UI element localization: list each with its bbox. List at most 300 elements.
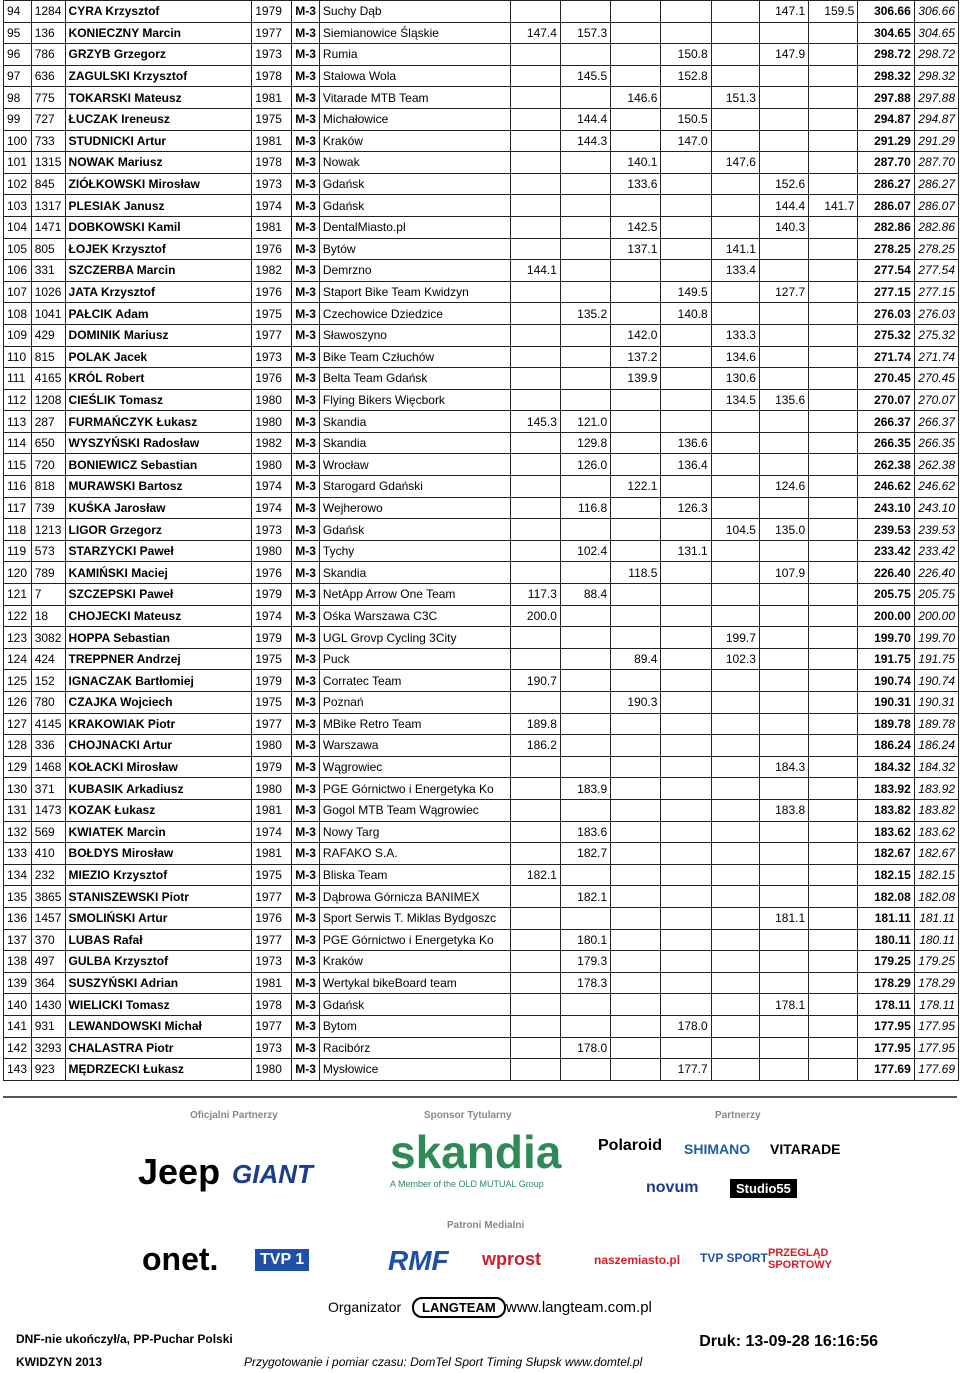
- points-italic-cell: 205.75: [914, 584, 958, 606]
- position-cell: 129: [4, 756, 32, 778]
- tvp1-logo: TVP 1: [255, 1249, 309, 1271]
- position-cell: 106: [4, 260, 32, 282]
- stage-5-cell: [711, 605, 759, 627]
- stage-2-cell: [560, 756, 610, 778]
- stage-3-cell: [611, 1, 661, 23]
- stage-1-cell: [510, 173, 560, 195]
- category-cell: M-3: [292, 584, 320, 606]
- team-cell: PGE Górnictwo i Energetyka Ko: [319, 929, 510, 951]
- stage-5-cell: [711, 1059, 759, 1081]
- points-total-cell: 271.74: [858, 346, 914, 368]
- table-row: [4, 476, 959, 498]
- points-italic-cell: 304.65: [914, 22, 958, 44]
- rider-name-cell: NOWAK Mariusz: [65, 152, 252, 174]
- points-italic-cell: 183.82: [914, 799, 958, 821]
- stage-3-cell: [611, 389, 661, 411]
- stage-2-cell: [560, 195, 610, 217]
- stage-4-cell: [661, 1037, 711, 1059]
- stage-6-cell: 124.6: [759, 476, 808, 498]
- table-row: [4, 799, 959, 821]
- stage-1-cell: [510, 346, 560, 368]
- team-cell: Bytom: [319, 1015, 510, 1037]
- stage-1-cell: 200.0: [510, 605, 560, 627]
- stage-2-cell: [560, 476, 610, 498]
- team-cell: Kraków: [319, 130, 510, 152]
- team-cell: Michałowice: [319, 108, 510, 130]
- points-italic-cell: 270.07: [914, 389, 958, 411]
- stage-5-cell: [711, 713, 759, 735]
- rider-name-cell: WYSZYŃSKI Radosław: [65, 432, 252, 454]
- birth-year-cell: 1975: [252, 864, 292, 886]
- bib-cell: 371: [31, 778, 65, 800]
- category-cell: M-3: [292, 994, 320, 1016]
- team-cell: Corratec Team: [319, 670, 510, 692]
- stage-3-cell: [611, 540, 661, 562]
- stage-4-cell: [661, 1, 711, 23]
- stage-6-cell: [759, 260, 808, 282]
- stage-1-cell: 190.7: [510, 670, 560, 692]
- team-cell: Kraków: [319, 951, 510, 973]
- stage-1-cell: [510, 540, 560, 562]
- team-cell: Demrzno: [319, 260, 510, 282]
- stage-5-cell: [711, 692, 759, 714]
- stage-4-cell: 178.0: [661, 1015, 711, 1037]
- birth-year-cell: 1974: [252, 605, 292, 627]
- bib-cell: 650: [31, 432, 65, 454]
- table-row: [4, 346, 959, 368]
- stage-4-cell: [661, 972, 711, 994]
- stage-1-cell: 182.1: [510, 864, 560, 886]
- stage-5-cell: [711, 951, 759, 973]
- stage-5-cell: [711, 886, 759, 908]
- stage-4-cell: 136.6: [661, 432, 711, 454]
- stage-4-cell: [661, 799, 711, 821]
- stage-3-cell: [611, 303, 661, 325]
- points-italic-cell: 266.37: [914, 411, 958, 433]
- stage-3-cell: [611, 22, 661, 44]
- stage-4-cell: [661, 22, 711, 44]
- team-cell: Siemianowice Śląskie: [319, 22, 510, 44]
- bib-cell: 3082: [31, 627, 65, 649]
- table-row: [4, 584, 959, 606]
- points-total-cell: 298.72: [858, 44, 914, 66]
- points-italic-cell: 277.15: [914, 281, 958, 303]
- table-row: [4, 44, 959, 66]
- position-cell: 98: [4, 87, 32, 109]
- stage-7-cell: [809, 929, 858, 951]
- stage-5-cell: [711, 195, 759, 217]
- position-cell: 128: [4, 735, 32, 757]
- stage-6-cell: [759, 411, 808, 433]
- birth-year-cell: 1978: [252, 152, 292, 174]
- points-total-cell: 183.82: [858, 799, 914, 821]
- stage-1-cell: [510, 627, 560, 649]
- stage-7-cell: [809, 346, 858, 368]
- position-cell: 124: [4, 648, 32, 670]
- category-cell: M-3: [292, 929, 320, 951]
- stage-2-cell: 121.0: [560, 411, 610, 433]
- rider-name-cell: CZAJKA Wojciech: [65, 692, 252, 714]
- stage-5-cell: [711, 821, 759, 843]
- stage-2-cell: [560, 281, 610, 303]
- points-total-cell: 178.11: [858, 994, 914, 1016]
- points-total-cell: 262.38: [858, 454, 914, 476]
- stage-7-cell: [809, 368, 858, 390]
- rider-name-cell: SUSZYŃSKI Adrian: [65, 972, 252, 994]
- stage-6-cell: [759, 951, 808, 973]
- rider-name-cell: MĘDRZECKI Łukasz: [65, 1059, 252, 1081]
- points-italic-cell: 266.35: [914, 432, 958, 454]
- birth-year-cell: 1973: [252, 951, 292, 973]
- category-cell: M-3: [292, 130, 320, 152]
- rider-name-cell: IGNACZAK Bartłomiej: [65, 670, 252, 692]
- stage-2-cell: [560, 173, 610, 195]
- organizer-url: www.langteam.com.pl: [506, 1299, 652, 1316]
- stage-6-cell: [759, 627, 808, 649]
- stage-4-cell: [661, 648, 711, 670]
- rider-name-cell: BOŁDYS Mirosław: [65, 843, 252, 865]
- points-italic-cell: 297.88: [914, 87, 958, 109]
- media-patrons-title: Patroni Medialni: [447, 1220, 525, 1231]
- bib-cell: 805: [31, 238, 65, 260]
- stage-6-cell: [759, 22, 808, 44]
- stage-5-cell: [711, 735, 759, 757]
- rider-name-cell: MIEZIO Krzysztof: [65, 864, 252, 886]
- birth-year-cell: 1980: [252, 1059, 292, 1081]
- table-row: [4, 303, 959, 325]
- table-row: [4, 864, 959, 886]
- table-row: [4, 216, 959, 238]
- stage-6-cell: 127.7: [759, 281, 808, 303]
- team-cell: DentalMiasto.pl: [319, 216, 510, 238]
- stage-2-cell: [560, 670, 610, 692]
- points-total-cell: 286.07: [858, 195, 914, 217]
- bib-cell: 775: [31, 87, 65, 109]
- bib-cell: 1315: [31, 152, 65, 174]
- stage-2-cell: [560, 238, 610, 260]
- stage-1-cell: [510, 994, 560, 1016]
- stage-4-cell: [661, 735, 711, 757]
- stage-3-cell: 146.6: [611, 87, 661, 109]
- category-cell: M-3: [292, 22, 320, 44]
- stage-3-cell: 190.3: [611, 692, 661, 714]
- position-cell: 138: [4, 951, 32, 973]
- stage-3-cell: 122.1: [611, 476, 661, 498]
- bib-cell: 786: [31, 44, 65, 66]
- table-row: [4, 324, 959, 346]
- rider-name-cell: ZAGULSKI Krzysztof: [65, 65, 252, 87]
- stage-3-cell: [611, 670, 661, 692]
- rider-name-cell: KRÓL Robert: [65, 368, 252, 390]
- birth-year-cell: 1977: [252, 886, 292, 908]
- stage-1-cell: [510, 843, 560, 865]
- bib-cell: 424: [31, 648, 65, 670]
- team-cell: Warszawa: [319, 735, 510, 757]
- stage-2-cell: [560, 260, 610, 282]
- points-total-cell: 184.32: [858, 756, 914, 778]
- stage-6-cell: [759, 540, 808, 562]
- points-italic-cell: 286.27: [914, 173, 958, 195]
- stage-7-cell: [809, 476, 858, 498]
- table-row: [4, 994, 959, 1016]
- stage-2-cell: 144.4: [560, 108, 610, 130]
- birth-year-cell: 1976: [252, 238, 292, 260]
- points-italic-cell: 262.38: [914, 454, 958, 476]
- table-row: [4, 821, 959, 843]
- team-cell: Flying Bikers Więcbork: [319, 389, 510, 411]
- stage-6-cell: [759, 1015, 808, 1037]
- position-cell: 107: [4, 281, 32, 303]
- bib-cell: 336: [31, 735, 65, 757]
- points-total-cell: 183.62: [858, 821, 914, 843]
- position-cell: 125: [4, 670, 32, 692]
- stage-3-cell: [611, 972, 661, 994]
- category-cell: M-3: [292, 799, 320, 821]
- stage-3-cell: 137.2: [611, 346, 661, 368]
- table-row: [4, 1059, 959, 1081]
- rider-name-cell: SZCZERBA Marcin: [65, 260, 252, 282]
- team-cell: Nowak: [319, 152, 510, 174]
- birth-year-cell: 1973: [252, 346, 292, 368]
- stage-2-cell: [560, 44, 610, 66]
- stage-4-cell: [661, 821, 711, 843]
- category-cell: M-3: [292, 562, 320, 584]
- position-cell: 115: [4, 454, 32, 476]
- stage-5-cell: [711, 108, 759, 130]
- table-row: [4, 411, 959, 433]
- stage-6-cell: 181.1: [759, 907, 808, 929]
- table-row: [4, 843, 959, 865]
- jeep-logo: Jeep: [138, 1151, 221, 1192]
- team-cell: Ośka Warszawa C3C: [319, 605, 510, 627]
- stage-7-cell: [809, 281, 858, 303]
- stage-7-cell: [809, 951, 858, 973]
- stage-6-cell: [759, 368, 808, 390]
- rider-name-cell: KAMIŃSKI Maciej: [65, 562, 252, 584]
- points-total-cell: 239.53: [858, 519, 914, 541]
- table-row: [4, 562, 959, 584]
- stage-5-cell: [711, 843, 759, 865]
- points-total-cell: 205.75: [858, 584, 914, 606]
- team-cell: Nowy Targ: [319, 821, 510, 843]
- stage-1-cell: 186.2: [510, 735, 560, 757]
- stage-5-cell: [711, 454, 759, 476]
- stage-6-cell: 152.6: [759, 173, 808, 195]
- stage-6-cell: [759, 65, 808, 87]
- stage-4-cell: [661, 324, 711, 346]
- points-italic-cell: 200.00: [914, 605, 958, 627]
- stage-3-cell: [611, 907, 661, 929]
- stage-1-cell: [510, 951, 560, 973]
- tvp-sport-logo: TVP SPORT: [700, 1251, 768, 1265]
- team-cell: Suchy Dąb: [319, 1, 510, 23]
- bib-cell: 1208: [31, 389, 65, 411]
- stage-4-cell: 149.5: [661, 281, 711, 303]
- stage-3-cell: 140.1: [611, 152, 661, 174]
- category-cell: M-3: [292, 216, 320, 238]
- bib-cell: 931: [31, 1015, 65, 1037]
- stage-1-cell: [510, 519, 560, 541]
- position-cell: 99: [4, 108, 32, 130]
- category-cell: M-3: [292, 44, 320, 66]
- rider-name-cell: STANISZEWSKI Piotr: [65, 886, 252, 908]
- stage-2-cell: 88.4: [560, 584, 610, 606]
- team-cell: Gdańsk: [319, 519, 510, 541]
- category-cell: M-3: [292, 1037, 320, 1059]
- stage-3-cell: [611, 886, 661, 908]
- table-row: [4, 670, 959, 692]
- category-cell: M-3: [292, 411, 320, 433]
- stage-6-cell: [759, 735, 808, 757]
- category-cell: M-3: [292, 735, 320, 757]
- stage-7-cell: [809, 1037, 858, 1059]
- points-italic-cell: 246.62: [914, 476, 958, 498]
- points-italic-cell: 181.11: [914, 907, 958, 929]
- position-cell: 130: [4, 778, 32, 800]
- position-cell: 140: [4, 994, 32, 1016]
- table-row: [4, 951, 959, 973]
- stage-7-cell: [809, 173, 858, 195]
- position-cell: 139: [4, 972, 32, 994]
- table-row: [4, 260, 959, 282]
- stage-3-cell: 118.5: [611, 562, 661, 584]
- points-total-cell: 266.35: [858, 432, 914, 454]
- stage-2-cell: [560, 346, 610, 368]
- stage-5-cell: [711, 411, 759, 433]
- stage-4-cell: [661, 994, 711, 1016]
- stage-1-cell: [510, 152, 560, 174]
- stage-1-cell: [510, 692, 560, 714]
- stage-2-cell: 102.4: [560, 540, 610, 562]
- table-row: [4, 108, 959, 130]
- stage-4-cell: [661, 713, 711, 735]
- team-cell: RAFAKO S.A.: [319, 843, 510, 865]
- points-total-cell: 275.32: [858, 324, 914, 346]
- stage-7-cell: [809, 108, 858, 130]
- category-cell: M-3: [292, 346, 320, 368]
- position-cell: 94: [4, 1, 32, 23]
- stage-5-cell: [711, 584, 759, 606]
- bib-cell: 1284: [31, 1, 65, 23]
- stage-6-cell: [759, 497, 808, 519]
- legend-text: DNF-nie ukończył/a, PP-Puchar Polski: [16, 1332, 233, 1346]
- stage-1-cell: [510, 799, 560, 821]
- team-cell: Wrocław: [319, 454, 510, 476]
- bib-cell: 569: [31, 821, 65, 843]
- stage-7-cell: [809, 562, 858, 584]
- points-italic-cell: 177.69: [914, 1059, 958, 1081]
- team-cell: Gdańsk: [319, 994, 510, 1016]
- stage-4-cell: 152.8: [661, 65, 711, 87]
- stage-4-cell: [661, 670, 711, 692]
- stage-7-cell: [809, 713, 858, 735]
- stage-3-cell: [611, 497, 661, 519]
- birth-year-cell: 1973: [252, 519, 292, 541]
- stage-2-cell: 182.1: [560, 886, 610, 908]
- points-total-cell: 178.29: [858, 972, 914, 994]
- stage-5-cell: [711, 799, 759, 821]
- birth-year-cell: 1973: [252, 173, 292, 195]
- stage-2-cell: 145.5: [560, 65, 610, 87]
- stage-1-cell: [510, 108, 560, 130]
- bib-cell: 7: [31, 584, 65, 606]
- stage-2-cell: 135.2: [560, 303, 610, 325]
- giant-logo: GIANT: [232, 1159, 313, 1189]
- team-cell: Bliska Team: [319, 864, 510, 886]
- stage-1-cell: [510, 65, 560, 87]
- stage-7-cell: [809, 303, 858, 325]
- stage-6-cell: [759, 152, 808, 174]
- position-cell: 119: [4, 540, 32, 562]
- table-row: [4, 65, 959, 87]
- points-total-cell: 270.07: [858, 389, 914, 411]
- category-cell: M-3: [292, 1015, 320, 1037]
- stage-3-cell: [611, 195, 661, 217]
- position-cell: 121: [4, 584, 32, 606]
- stage-5-cell: [711, 130, 759, 152]
- stage-7-cell: [809, 994, 858, 1016]
- category-cell: M-3: [292, 281, 320, 303]
- points-total-cell: 233.42: [858, 540, 914, 562]
- stage-2-cell: [560, 87, 610, 109]
- position-cell: 136: [4, 907, 32, 929]
- stage-2-cell: [560, 1, 610, 23]
- team-cell: Wągrowiec: [319, 756, 510, 778]
- stage-2-cell: 126.0: [560, 454, 610, 476]
- birth-year-cell: 1980: [252, 411, 292, 433]
- stage-5-cell: [711, 562, 759, 584]
- stage-1-cell: [510, 778, 560, 800]
- rider-name-cell: FURMAŃCZYK Łukasz: [65, 411, 252, 433]
- points-total-cell: 298.32: [858, 65, 914, 87]
- stage-1-cell: [510, 821, 560, 843]
- bib-cell: 4145: [31, 713, 65, 735]
- points-italic-cell: 298.72: [914, 44, 958, 66]
- table-row: [4, 497, 959, 519]
- stage-5-cell: 134.6: [711, 346, 759, 368]
- category-cell: M-3: [292, 907, 320, 929]
- stage-7-cell: [809, 1015, 858, 1037]
- bib-cell: 845: [31, 173, 65, 195]
- stage-7-cell: [809, 497, 858, 519]
- stage-1-cell: [510, 432, 560, 454]
- points-total-cell: 190.31: [858, 692, 914, 714]
- stage-7-cell: [809, 584, 858, 606]
- stage-6-cell: [759, 886, 808, 908]
- points-italic-cell: 184.32: [914, 756, 958, 778]
- stage-7-cell: [809, 216, 858, 238]
- points-total-cell: 277.54: [858, 260, 914, 282]
- table-row: [4, 692, 959, 714]
- stage-3-cell: [611, 108, 661, 130]
- birth-year-cell: 1981: [252, 972, 292, 994]
- rider-name-cell: CHOJNACKI Artur: [65, 735, 252, 757]
- bib-cell: 497: [31, 951, 65, 973]
- birth-year-cell: 1981: [252, 799, 292, 821]
- points-total-cell: 287.70: [858, 152, 914, 174]
- birth-year-cell: 1977: [252, 1015, 292, 1037]
- stage-3-cell: [611, 627, 661, 649]
- birth-year-cell: 1979: [252, 670, 292, 692]
- points-total-cell: 183.92: [858, 778, 914, 800]
- studio55-logo: Studio55: [730, 1179, 797, 1198]
- category-cell: M-3: [292, 454, 320, 476]
- birth-year-cell: 1982: [252, 260, 292, 282]
- points-italic-cell: 183.92: [914, 778, 958, 800]
- stage-4-cell: [661, 411, 711, 433]
- points-total-cell: 177.69: [858, 1059, 914, 1081]
- position-cell: 112: [4, 389, 32, 411]
